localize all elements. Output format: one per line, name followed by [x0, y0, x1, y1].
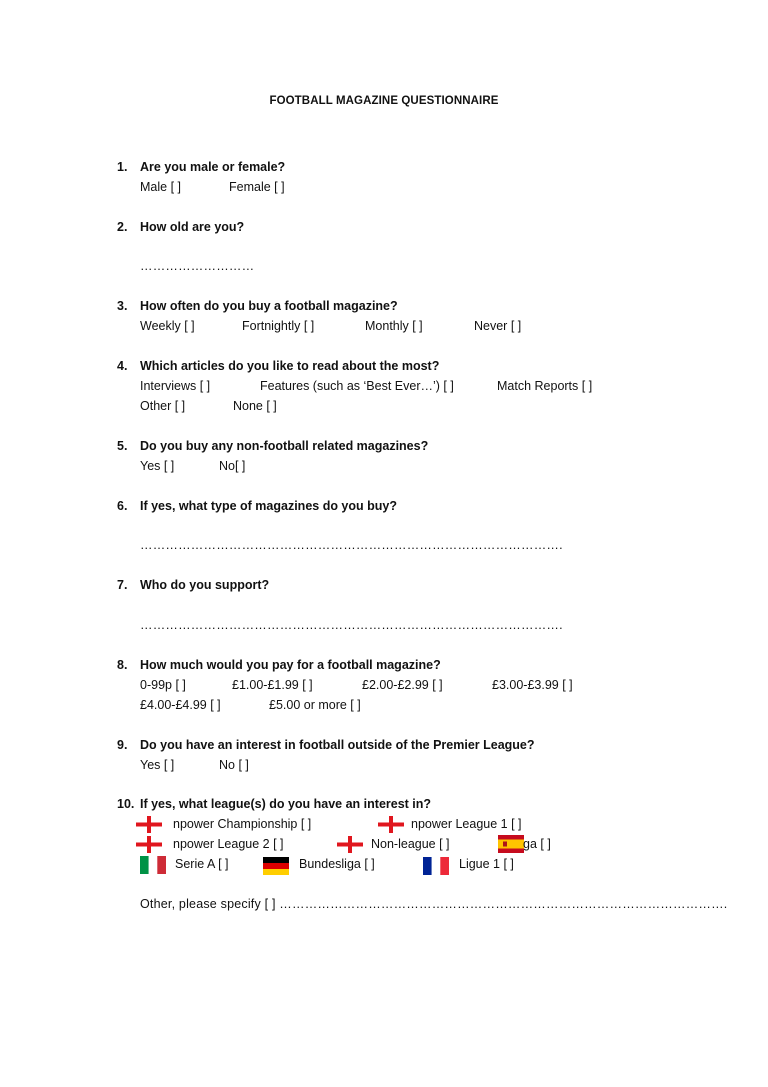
question-3: 3. How often do you buy a football magazine?: [117, 299, 398, 313]
option-1-00-1-99[interactable]: £1.00-£1.99 [ ]: [232, 678, 313, 692]
support-answer-field[interactable]: ……………………………………………………………………………………….: [140, 618, 563, 632]
england-flag-icon: [136, 816, 162, 833]
option-no[interactable]: No [ ]: [219, 758, 249, 772]
option-monthly[interactable]: Monthly [ ]: [365, 319, 423, 333]
option-no[interactable]: No[ ]: [219, 459, 246, 473]
question-1: 1. Are you male or female?: [117, 160, 286, 174]
question-4: 4. Which articles do you like to read about the most?: [117, 359, 440, 373]
option-npower-league-2[interactable]: npower League 2 [ ]: [173, 837, 284, 851]
option-weekly[interactable]: Weekly [ ]: [140, 319, 195, 333]
england-flag-icon: [136, 836, 162, 853]
option-never[interactable]: Never [ ]: [474, 319, 522, 333]
option-yes[interactable]: Yes [ ]: [140, 758, 175, 772]
germany-flag-icon: [263, 857, 289, 874]
option-female[interactable]: Female [ ]: [229, 180, 285, 194]
option-la-liga[interactable]: ga [ ]: [523, 837, 551, 851]
option-2-00-2-99[interactable]: £2.00-£2.99 [ ]: [362, 678, 443, 692]
france-flag-icon: [423, 857, 449, 874]
option-interviews[interactable]: Interviews [ ]: [140, 379, 211, 393]
italy-flag-icon: [140, 856, 166, 873]
other-specify-field[interactable]: Other, please specify [ ] …………………………………………………………………………………………….: [140, 897, 728, 911]
option-bundesliga[interactable]: Bundesliga [ ]: [299, 857, 375, 871]
spain-flag-icon: [498, 835, 524, 852]
option-5-00-or-more[interactable]: £5.00 or more [ ]: [269, 698, 361, 712]
magazine-type-answer-field[interactable]: ……………………………………………………………………………………….: [140, 538, 563, 552]
question-8: 8. How much would you pay for a football magazine?: [117, 658, 441, 672]
option-npower-league-1[interactable]: npower League 1 [ ]: [411, 817, 522, 831]
option-non-league[interactable]: Non-league [ ]: [371, 837, 450, 851]
question-5: 5. Do you buy any non-football related magazines?: [117, 439, 429, 453]
page-title: FOOTBALL MAGAZINE QUESTIONNAIRE: [269, 95, 499, 107]
option-none[interactable]: None [ ]: [233, 399, 277, 413]
option-features[interactable]: Features (such as ‘Best Ever…’) [ ]: [260, 379, 454, 393]
england-flag-icon: [337, 836, 363, 853]
option-0-99p[interactable]: 0-99p [ ]: [140, 678, 186, 692]
option-serie-a[interactable]: Serie A [ ]: [175, 857, 229, 871]
option-other[interactable]: Other [ ]: [140, 399, 186, 413]
question-6: 6. If yes, what type of magazines do you buy?: [117, 499, 397, 513]
option-match-reports[interactable]: Match Reports [ ]: [497, 379, 593, 393]
england-flag-icon: [378, 816, 404, 833]
option-ligue-1[interactable]: Ligue 1 [ ]: [459, 857, 514, 871]
option-fortnightly[interactable]: Fortnightly [ ]: [242, 319, 315, 333]
question-10: 10. If yes, what league(s) do you have an interest in?: [117, 797, 432, 811]
age-answer-field[interactable]: ………………………: [140, 259, 255, 273]
question-7: 7. Who do you support?: [117, 578, 270, 592]
option-3-00-3-99[interactable]: £3.00-£3.99 [ ]: [492, 678, 573, 692]
option-yes[interactable]: Yes [ ]: [140, 459, 175, 473]
question-9: 9. Do you have an interest in football outside of the Premier League?: [117, 738, 535, 752]
option-4-00-4-99[interactable]: £4.00-£4.99 [ ]: [140, 698, 221, 712]
option-male[interactable]: Male [ ]: [140, 180, 181, 194]
option-npower-championship[interactable]: npower Championship [ ]: [173, 817, 312, 831]
question-2: 2. How old are you?: [117, 220, 245, 234]
